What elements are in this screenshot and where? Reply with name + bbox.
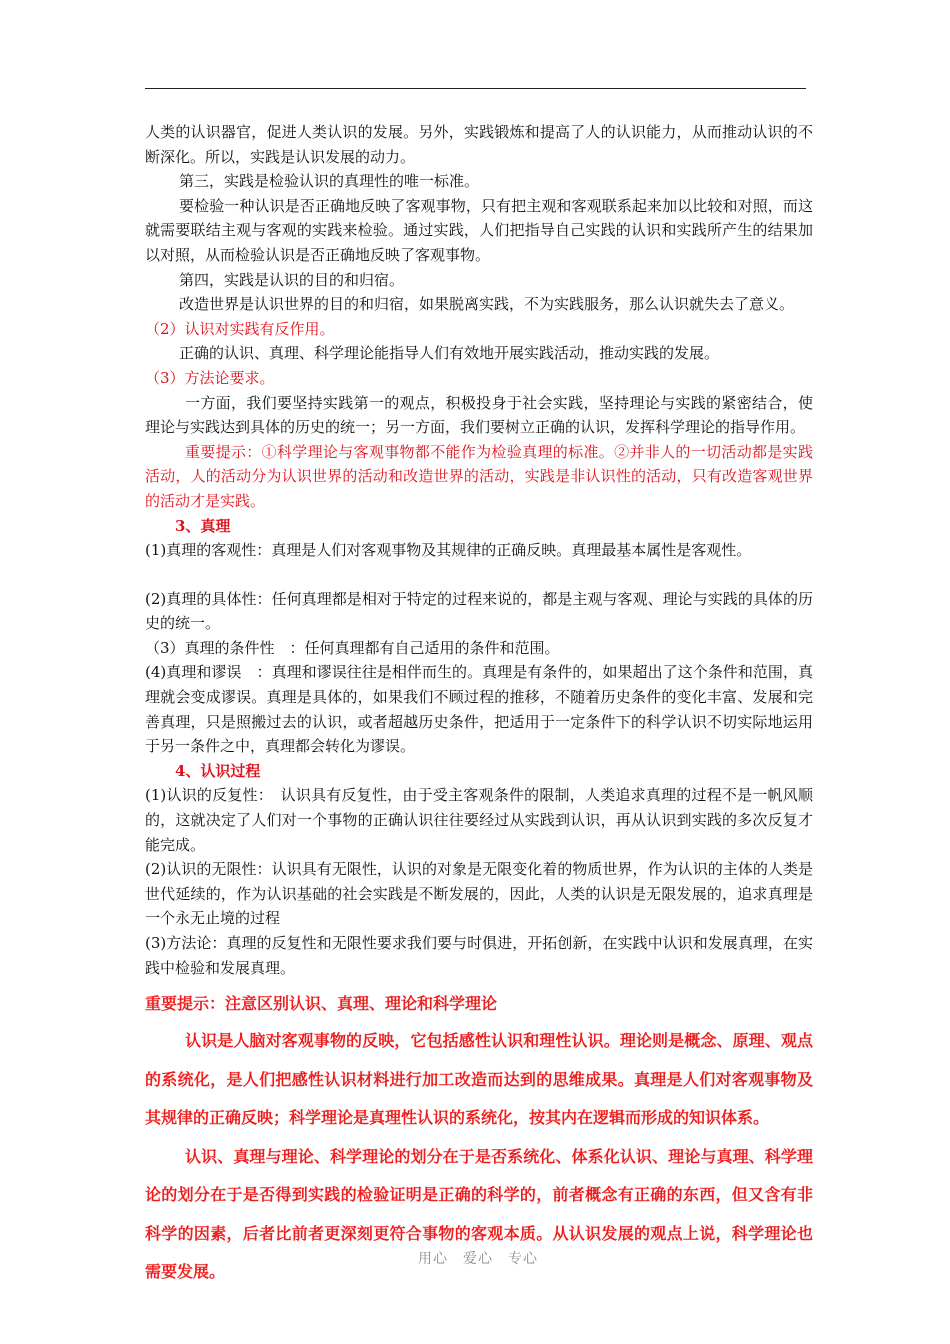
paragraph: (2)认识的无限性：认识具有无限性，认识的对象是无限变化着的物质世界，作为认识的主体的人类是世代延续的，作为认识基础的社会实践是不断发展的，因此，人类的认识是无限发展的，追求真理是一个永无止境的过程 <box>145 860 813 928</box>
paragraph: 人类的认识器官，促进人类认识的发展。另外，实践锻炼和提高了人的认识能力，从而推动认识的不断深化。所以，实践是认识发展的动力。 <box>145 123 813 166</box>
paragraph: (3)方法论：真理的反复性和无限性要求我们要与时俱进，开拓创新，在实践中认识和发展真理，在实践中检验和发展真理。 <box>145 934 813 977</box>
subheading: （2）认识对实践有反作用。 <box>145 319 335 338</box>
notes-paragraph: 认识、真理与理论、科学理论的划分在于是否系统化、体系化认识、理论与真理、科学理论的划分在于是否得到实践的检验证明是正确的科学的，前者概念有正确的东西，但又含有非科学的因素，后者比前者更深刻更符合事物的客观本质。从认识发展的观点上说，科学理论也需要发展。 <box>145 1146 813 1282</box>
subheading: （3）方法论要求。 <box>145 368 275 387</box>
paragraph: 第四，实践是认识的目的和归宿。 <box>179 270 405 289</box>
header-rule <box>145 88 806 89</box>
paragraph: (1)真理的客观性：真理是人们对客观事物及其规律的正确反映。真理最基本属性是客观性。 <box>145 541 752 560</box>
section-heading: 4、认识过程 <box>175 761 261 780</box>
paragraph: 改造世界是认识世界的目的和归宿，如果脱离实践，不为实践服务，那么认识就失去了意义。 <box>179 295 795 314</box>
paragraph: （3）真理的条件性 ：任何真理都有自己适用的条件和范围。 <box>145 638 560 657</box>
spacer <box>145 563 813 587</box>
paragraph: 要检验一种认识是否正确地反映了客观事物，只有把主观和客观联系起来加以比较和对照，而这就需要联结主观与客观的实践来检验。通过实践，人们把指导自己实践的认识和实践所产生的结果加以对照，从而检验认识是否正确地反映了客观事物。 <box>145 196 813 264</box>
notes-box <box>145 988 813 1292</box>
notes-paragraph: 认识是人脑对客观事物的反映，它包括感性认识和理性认识。理论则是概念、原理、观点的系统化，是人们把感性认识材料进行加工改造而达到的思维成果。真理是人们对客观事物及其规律的正确反映；科学理论是真理性认识的系统化，按其内在逻辑而形成的知识体系。 <box>145 1031 813 1128</box>
section-heading: 3、真理 <box>175 516 231 535</box>
notes-title: 重要提示：注意区别认识、真理、理论和科学理论 <box>145 994 498 1014</box>
document-body <box>145 120 813 1292</box>
important-tip: 重要提示：①科学理论与客观事物都不能作为检验真理的标准。②并非人的一切活动都是实践活动，人的活动分为认识世界的活动和改造世界的活动，实践是非认识性的活动，只有改造客观世界的活动才是实践。 <box>145 442 813 510</box>
paragraph: 正确的认识、真理、科学理论能指导人们有效地开展实践活动，推动实践的发展。 <box>179 344 720 363</box>
paragraph: (1)认识的反复性： 认识具有反复性，由于受主客观条件的限制，人类追求真理的过程不是一帆风顺的，这就决定了人们对一个事物的正确认识往往要经过从实践到认识，再从认识到实践的多次反复才能完成。 <box>145 786 813 854</box>
paragraph: 一方面，我们要坚持实践第一的观点，积极投身于社会实践，坚持理论与实践的紧密结合，使理论与实践达到具体的历史的统一；另一方面，我们要树立正确的认识，发挥科学理论的指导作用。 <box>145 393 813 437</box>
watermark: 用心 爱心 专心 <box>418 1251 538 1267</box>
paragraph: (2)真理的具体性：任何真理都是相对于特定的过程来说的，都是主观与客观、理论与实践的具体的历史的统一。 <box>145 589 813 633</box>
paragraph: 第三，实践是检验认识的真理性的唯一标准。 <box>179 172 480 191</box>
paragraph: (4)真理和谬误 ：真理和谬误往往是相伴而生的。真理是有条件的，如果超出了这个条件和范围，真理就会变成谬误。真理是具体的，如果我们不顾过程的推移，不随着历史条件的变化丰富、发展和完善真理，只是照搬过去的认识，或者超越历史条件，把适用于一定条件下的科学认识不切实际地运用于另一条件之中，真理都会转化为谬误。 <box>145 663 813 756</box>
